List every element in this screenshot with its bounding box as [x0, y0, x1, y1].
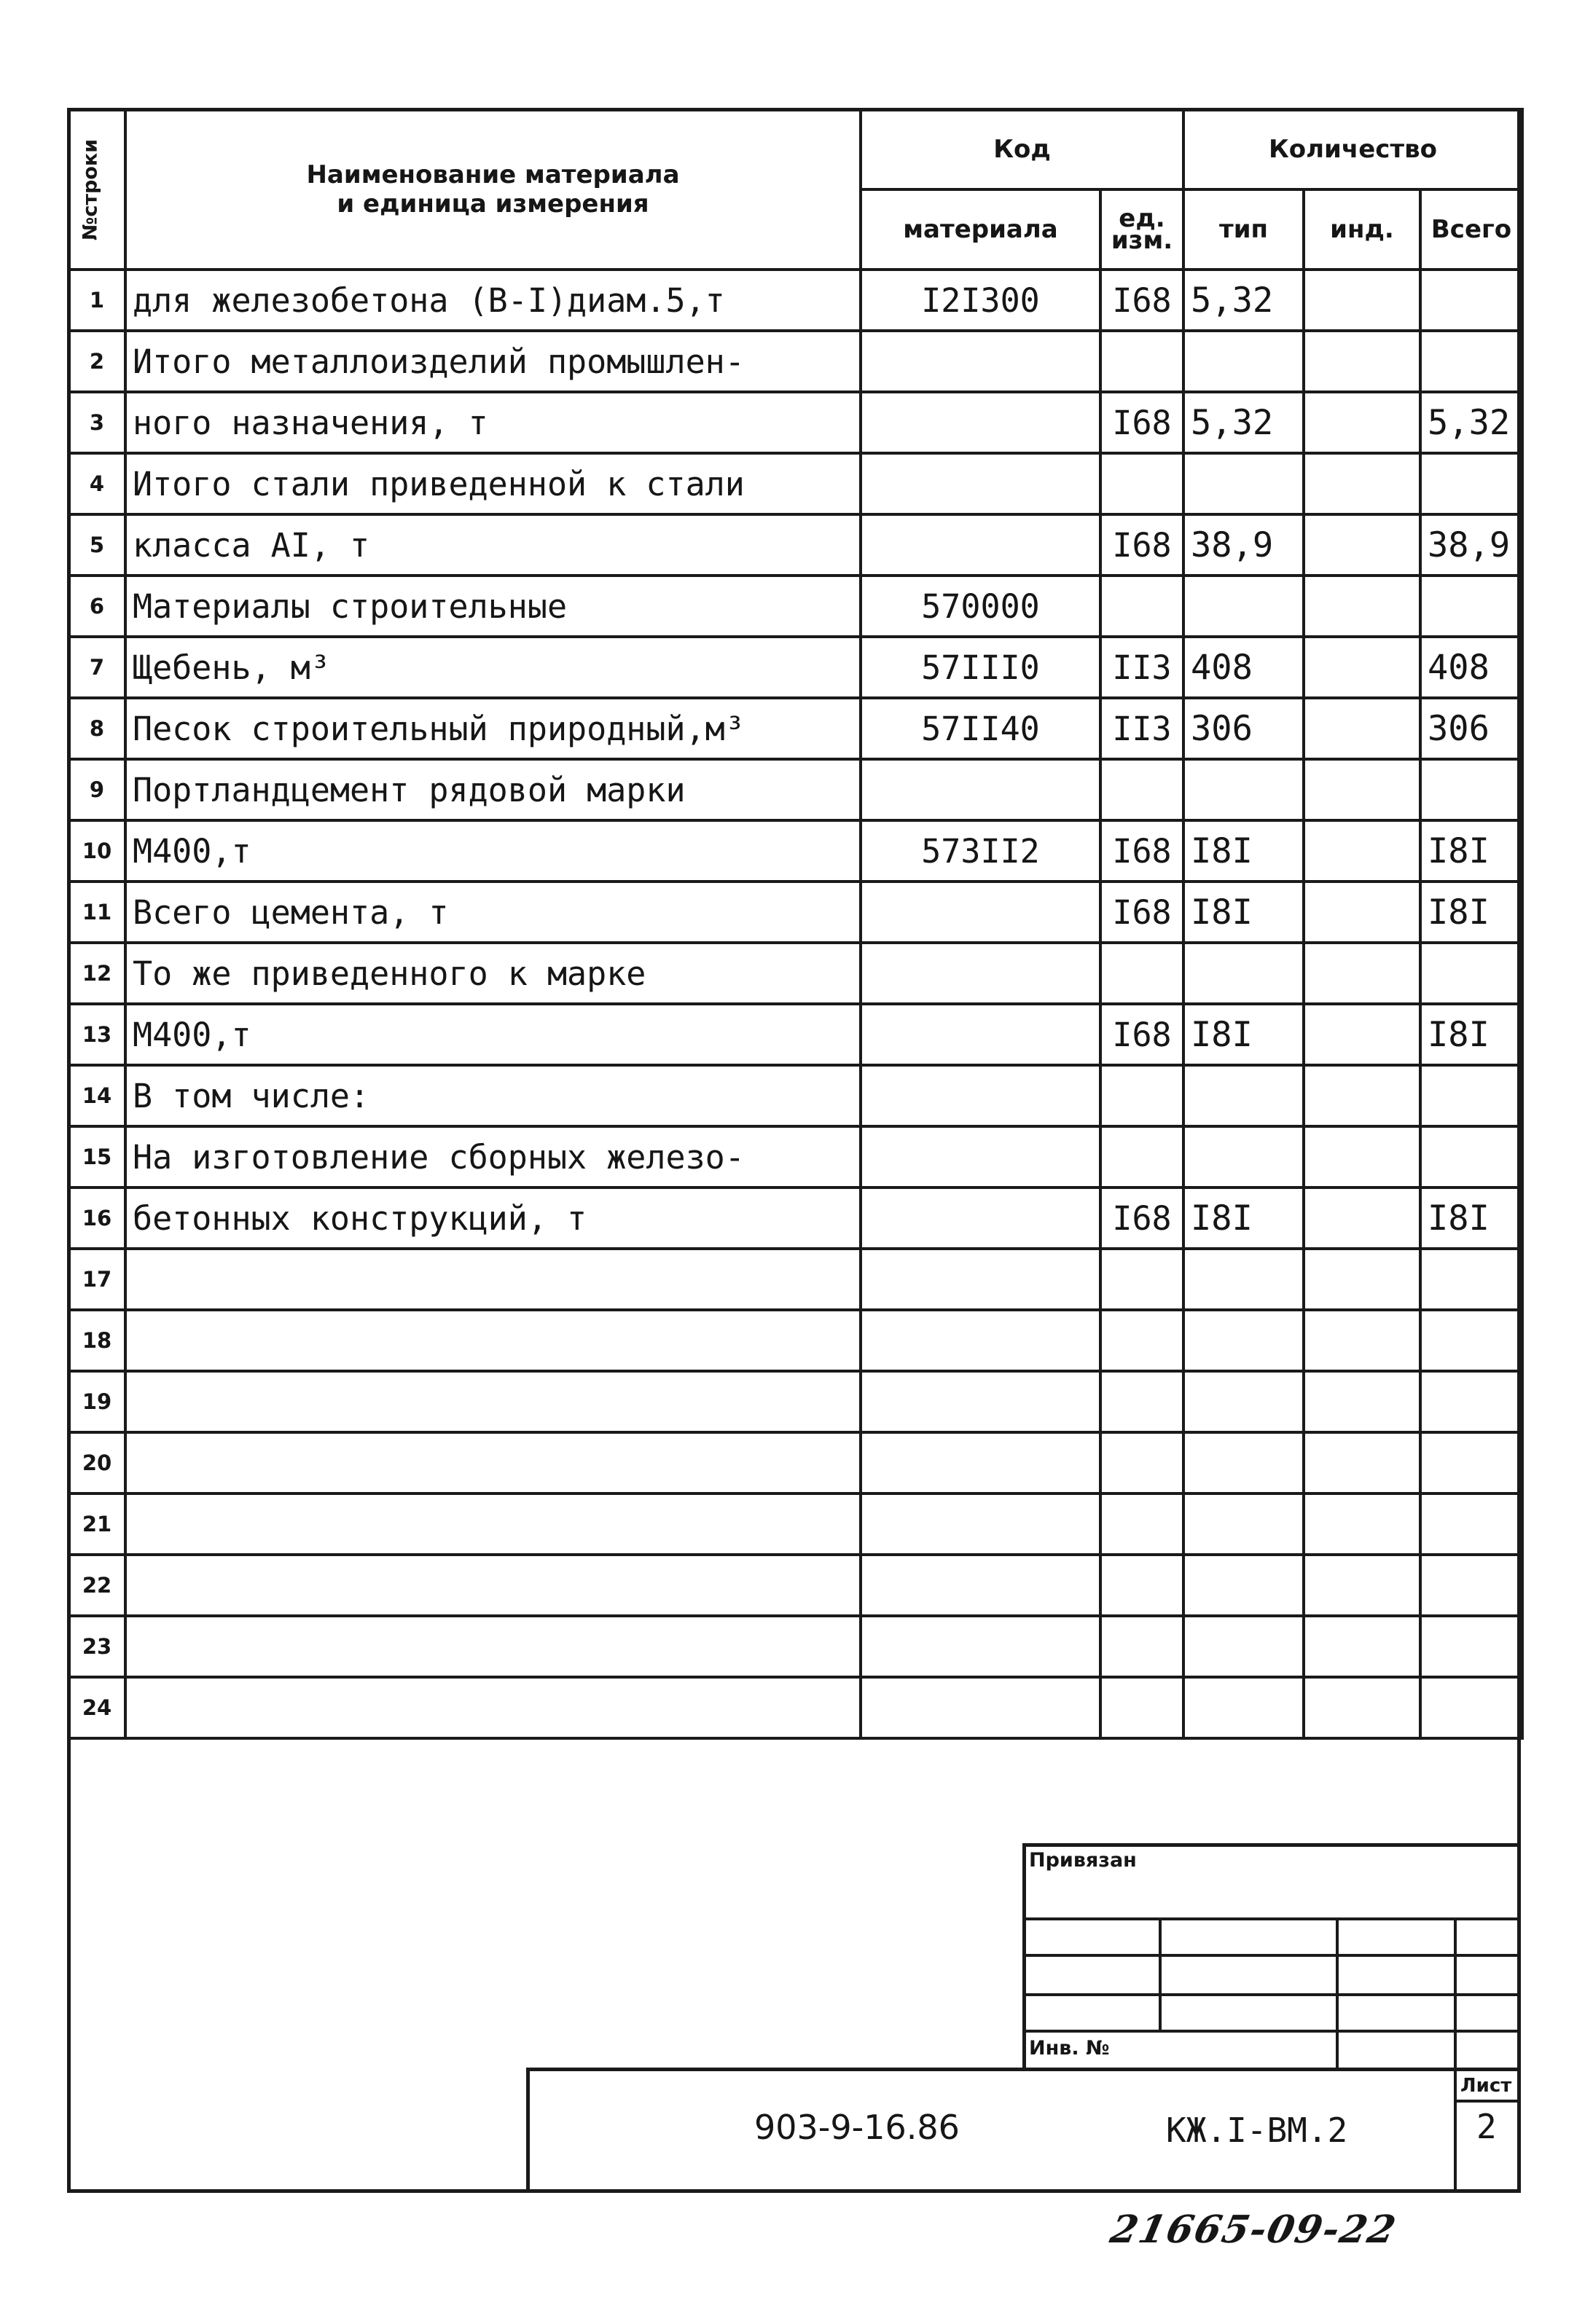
unit-code	[1100, 1126, 1183, 1187]
material-name	[125, 1555, 861, 1616]
qty-total: I8I	[1420, 1187, 1522, 1249]
material-name: ного назначения, т	[125, 392, 861, 453]
material-code	[861, 1310, 1100, 1371]
qty-type: 408	[1183, 637, 1304, 698]
unit-code: I68	[1100, 1187, 1183, 1249]
table-row	[69, 1677, 1522, 1738]
document-mark: КЖ.I-ВМ.2	[1166, 2111, 1348, 2150]
material-name	[125, 1616, 861, 1677]
row-number: 17	[69, 1249, 125, 1310]
material-code	[861, 1126, 1100, 1187]
qty-type	[1183, 1249, 1304, 1310]
unit-code: I68	[1100, 882, 1183, 943]
table-row	[69, 882, 1522, 943]
material-name: Итого стали приведенной к стали	[125, 453, 861, 514]
row-number: 6	[69, 576, 125, 637]
qty-type: I8I	[1183, 820, 1304, 882]
qty-ind-header: инд.	[1304, 189, 1420, 270]
material-code: 57II40	[861, 698, 1100, 759]
row-number: 13	[69, 1004, 125, 1065]
material-code	[861, 453, 1100, 514]
unit-code: II3	[1100, 698, 1183, 759]
qty-type	[1183, 1677, 1304, 1738]
table-row	[69, 698, 1522, 759]
material-code	[861, 1493, 1100, 1555]
qty-total	[1420, 576, 1522, 637]
code-material-header: материала	[861, 189, 1100, 270]
qty-type: 306	[1183, 698, 1304, 759]
table-row	[69, 1432, 1522, 1493]
qty-ind	[1304, 882, 1420, 943]
material-name: То же приведенного к марке	[125, 943, 861, 1004]
qty-type	[1183, 1555, 1304, 1616]
qty-ind	[1304, 1126, 1420, 1187]
qty-ind	[1304, 1432, 1420, 1493]
row-number-header	[69, 109, 125, 270]
title-block-grid-line	[1022, 1917, 1521, 1920]
material-name	[125, 1493, 861, 1555]
unit-code: I68	[1100, 392, 1183, 453]
material-code	[861, 514, 1100, 576]
table-row	[69, 1065, 1522, 1126]
material-name: для железобетона (В-I)диам.5,т	[125, 270, 861, 331]
qty-ind	[1304, 1371, 1420, 1432]
unit-code	[1100, 1065, 1183, 1126]
qty-ind	[1304, 1065, 1420, 1126]
row-number: 10	[69, 820, 125, 882]
row-number: 1	[69, 270, 125, 331]
qty-total: 306	[1420, 698, 1522, 759]
qty-type	[1183, 1310, 1304, 1371]
material-name: Всего цемента, т	[125, 882, 861, 943]
qty-total-header: Всего	[1420, 189, 1522, 270]
row-number-header-text: №строки	[79, 138, 102, 240]
code-unit-header-text: ед. изм.	[1111, 204, 1173, 255]
title-block-grid-line	[1022, 1993, 1521, 1996]
material-code: 570000	[861, 576, 1100, 637]
unit-code	[1100, 1371, 1183, 1432]
qty-type	[1183, 1065, 1304, 1126]
material-code	[861, 1249, 1100, 1310]
qty-ind	[1304, 1616, 1420, 1677]
qty-total	[1420, 1493, 1522, 1555]
material-name: Материалы строительные	[125, 576, 861, 637]
stamp-sheet-divider	[1454, 2100, 1521, 2103]
qty-type	[1183, 759, 1304, 820]
qty-total	[1420, 1126, 1522, 1187]
material-name	[125, 1310, 861, 1371]
row-number: 4	[69, 453, 125, 514]
unit-code	[1100, 1555, 1183, 1616]
row-number: 24	[69, 1677, 125, 1738]
qty-total	[1420, 1555, 1522, 1616]
unit-code	[1100, 453, 1183, 514]
material-name: класса АI, т	[125, 514, 861, 576]
material-name: Портландцемент рядовой марки	[125, 759, 861, 820]
table-row	[69, 453, 1522, 514]
row-number: 9	[69, 759, 125, 820]
materials-table	[67, 108, 1524, 1740]
handwritten-note: 21665-09-22	[1106, 2207, 1401, 2252]
name-header-line2: и единица измерения	[337, 189, 649, 219]
project-code: 903-9-16.86	[754, 2108, 960, 2147]
qty-total: I8I	[1420, 1004, 1522, 1065]
qty-total: 408	[1420, 637, 1522, 698]
table-row	[69, 820, 1522, 882]
qty-ind	[1304, 820, 1420, 882]
table-row	[69, 576, 1522, 637]
material-code: I2I300	[861, 270, 1100, 331]
material-code	[861, 1555, 1100, 1616]
qty-type	[1183, 1493, 1304, 1555]
qty-ind	[1304, 1187, 1420, 1249]
qty-total	[1420, 1065, 1522, 1126]
qty-total	[1420, 270, 1522, 331]
row-number: 19	[69, 1371, 125, 1432]
material-code	[861, 882, 1100, 943]
row-number: 8	[69, 698, 125, 759]
material-code	[861, 1616, 1100, 1677]
table-row	[69, 392, 1522, 453]
name-header-line1: Наименование материала	[306, 160, 680, 189]
table-row	[69, 943, 1522, 1004]
row-number: 7	[69, 637, 125, 698]
material-name	[125, 1677, 861, 1738]
table-row	[69, 637, 1522, 698]
qty-ind	[1304, 943, 1420, 1004]
material-name: Итого металлоизделий промышлен-	[125, 331, 861, 392]
qty-type: I8I	[1183, 1187, 1304, 1249]
table-row	[69, 331, 1522, 392]
row-number: 14	[69, 1065, 125, 1126]
qty-total	[1420, 1371, 1522, 1432]
material-code	[861, 759, 1100, 820]
qty-total: 38,9	[1420, 514, 1522, 576]
unit-code	[1100, 1432, 1183, 1493]
qty-type: I8I	[1183, 882, 1304, 943]
qty-total	[1420, 1249, 1522, 1310]
row-number: 18	[69, 1310, 125, 1371]
table-row	[69, 1004, 1522, 1065]
qty-ind	[1304, 392, 1420, 453]
qty-total	[1420, 1310, 1522, 1371]
material-name: Песок строительный природный,м³	[125, 698, 861, 759]
unit-code	[1100, 331, 1183, 392]
qty-total	[1420, 1616, 1522, 1677]
row-number: 16	[69, 1187, 125, 1249]
qty-total: I8I	[1420, 882, 1522, 943]
name-header	[125, 109, 861, 270]
unit-code	[1100, 576, 1183, 637]
qty-total	[1420, 1677, 1522, 1738]
sheet-number: 2	[1476, 2107, 1497, 2146]
material-code	[861, 392, 1100, 453]
sheet-label: Лист	[1460, 2075, 1512, 2097]
material-code	[861, 1004, 1100, 1065]
row-number: 23	[69, 1616, 125, 1677]
inv-label: Инв. №	[1029, 2037, 1110, 2060]
title-block-grid-line	[1454, 1917, 1457, 2069]
qty-ind	[1304, 453, 1420, 514]
qty-total: I8I	[1420, 820, 1522, 882]
stamp-border	[526, 2068, 1521, 2071]
material-code: 573II2	[861, 820, 1100, 882]
qty-ind	[1304, 759, 1420, 820]
title-block-border	[1022, 1843, 1521, 1847]
material-code	[861, 1677, 1100, 1738]
material-name: бетонных конструкций, т	[125, 1187, 861, 1249]
title-block-grid-line	[1336, 1917, 1339, 2069]
qty-type-header: тип	[1183, 189, 1304, 270]
row-number: 20	[69, 1432, 125, 1493]
qty-type	[1183, 1616, 1304, 1677]
table-row	[69, 1187, 1522, 1249]
row-number: 12	[69, 943, 125, 1004]
table-row	[69, 270, 1522, 331]
unit-code: I68	[1100, 820, 1183, 882]
material-name: М400,т	[125, 1004, 861, 1065]
qty-total	[1420, 1432, 1522, 1493]
unit-code: I68	[1100, 1004, 1183, 1065]
qty-total	[1420, 759, 1522, 820]
table-row	[69, 514, 1522, 576]
qty-total	[1420, 943, 1522, 1004]
table-row	[69, 1555, 1522, 1616]
qty-type	[1183, 1371, 1304, 1432]
qty-type: 38,9	[1183, 514, 1304, 576]
table-row	[69, 759, 1522, 820]
material-code	[861, 1432, 1100, 1493]
row-number: 3	[69, 392, 125, 453]
unit-code: I68	[1100, 270, 1183, 331]
qty-type	[1183, 1126, 1304, 1187]
material-name: Щебень, м³	[125, 637, 861, 698]
qty-type: 5,32	[1183, 392, 1304, 453]
qty-ind	[1304, 1493, 1420, 1555]
qty-total	[1420, 331, 1522, 392]
material-code	[861, 1371, 1100, 1432]
table-row	[69, 1616, 1522, 1677]
code-unit-header	[1100, 189, 1183, 270]
qty-ind	[1304, 514, 1420, 576]
row-number: 22	[69, 1555, 125, 1616]
qty-type	[1183, 576, 1304, 637]
code-header: Код	[861, 109, 1183, 189]
qty-ind	[1304, 698, 1420, 759]
qty-type	[1183, 331, 1304, 392]
material-name: В том числе:	[125, 1065, 861, 1126]
material-name	[125, 1371, 861, 1432]
qty-type: 5,32	[1183, 270, 1304, 331]
unit-code: I68	[1100, 514, 1183, 576]
row-number: 21	[69, 1493, 125, 1555]
table-row	[69, 1310, 1522, 1371]
material-code	[861, 331, 1100, 392]
qty-ind	[1304, 1249, 1420, 1310]
stamp-border	[526, 2068, 530, 2193]
row-number: 11	[69, 882, 125, 943]
qty-ind	[1304, 1555, 1420, 1616]
material-name: М400,т	[125, 820, 861, 882]
qty-type	[1183, 943, 1304, 1004]
qty-ind	[1304, 331, 1420, 392]
material-code	[861, 1187, 1100, 1249]
qty-ind	[1304, 1677, 1420, 1738]
material-name	[125, 1432, 861, 1493]
qty-type	[1183, 453, 1304, 514]
unit-code	[1100, 1249, 1183, 1310]
qty-ind	[1304, 1310, 1420, 1371]
qty-ind	[1304, 270, 1420, 331]
unit-code	[1100, 943, 1183, 1004]
unit-code: II3	[1100, 637, 1183, 698]
unit-code	[1100, 759, 1183, 820]
table-row	[69, 1126, 1522, 1187]
material-code	[861, 1065, 1100, 1126]
row-number: 5	[69, 514, 125, 576]
unit-code	[1100, 1310, 1183, 1371]
row-number: 2	[69, 331, 125, 392]
bound-label: Привязан	[1029, 1849, 1137, 1872]
unit-code	[1100, 1616, 1183, 1677]
unit-code	[1100, 1677, 1183, 1738]
material-name: На изготовление сборных железо-	[125, 1126, 861, 1187]
row-number: 15	[69, 1126, 125, 1187]
qty-total	[1420, 453, 1522, 514]
quantity-header: Количество	[1183, 109, 1522, 189]
title-block-grid-line	[1022, 1954, 1521, 1957]
table-row	[69, 1249, 1522, 1310]
material-code: 57III0	[861, 637, 1100, 698]
unit-code	[1100, 1493, 1183, 1555]
qty-total: 5,32	[1420, 392, 1522, 453]
stamp-sheet-divider	[1454, 2068, 1457, 2193]
qty-ind	[1304, 1004, 1420, 1065]
qty-type	[1183, 1432, 1304, 1493]
qty-ind	[1304, 637, 1420, 698]
title-block-grid-line	[1022, 2030, 1521, 2033]
qty-ind	[1304, 576, 1420, 637]
qty-type: I8I	[1183, 1004, 1304, 1065]
table-row	[69, 1371, 1522, 1432]
material-code	[861, 943, 1100, 1004]
material-name	[125, 1249, 861, 1310]
title-block-grid-line	[1159, 1917, 1162, 2033]
table-row	[69, 1493, 1522, 1555]
